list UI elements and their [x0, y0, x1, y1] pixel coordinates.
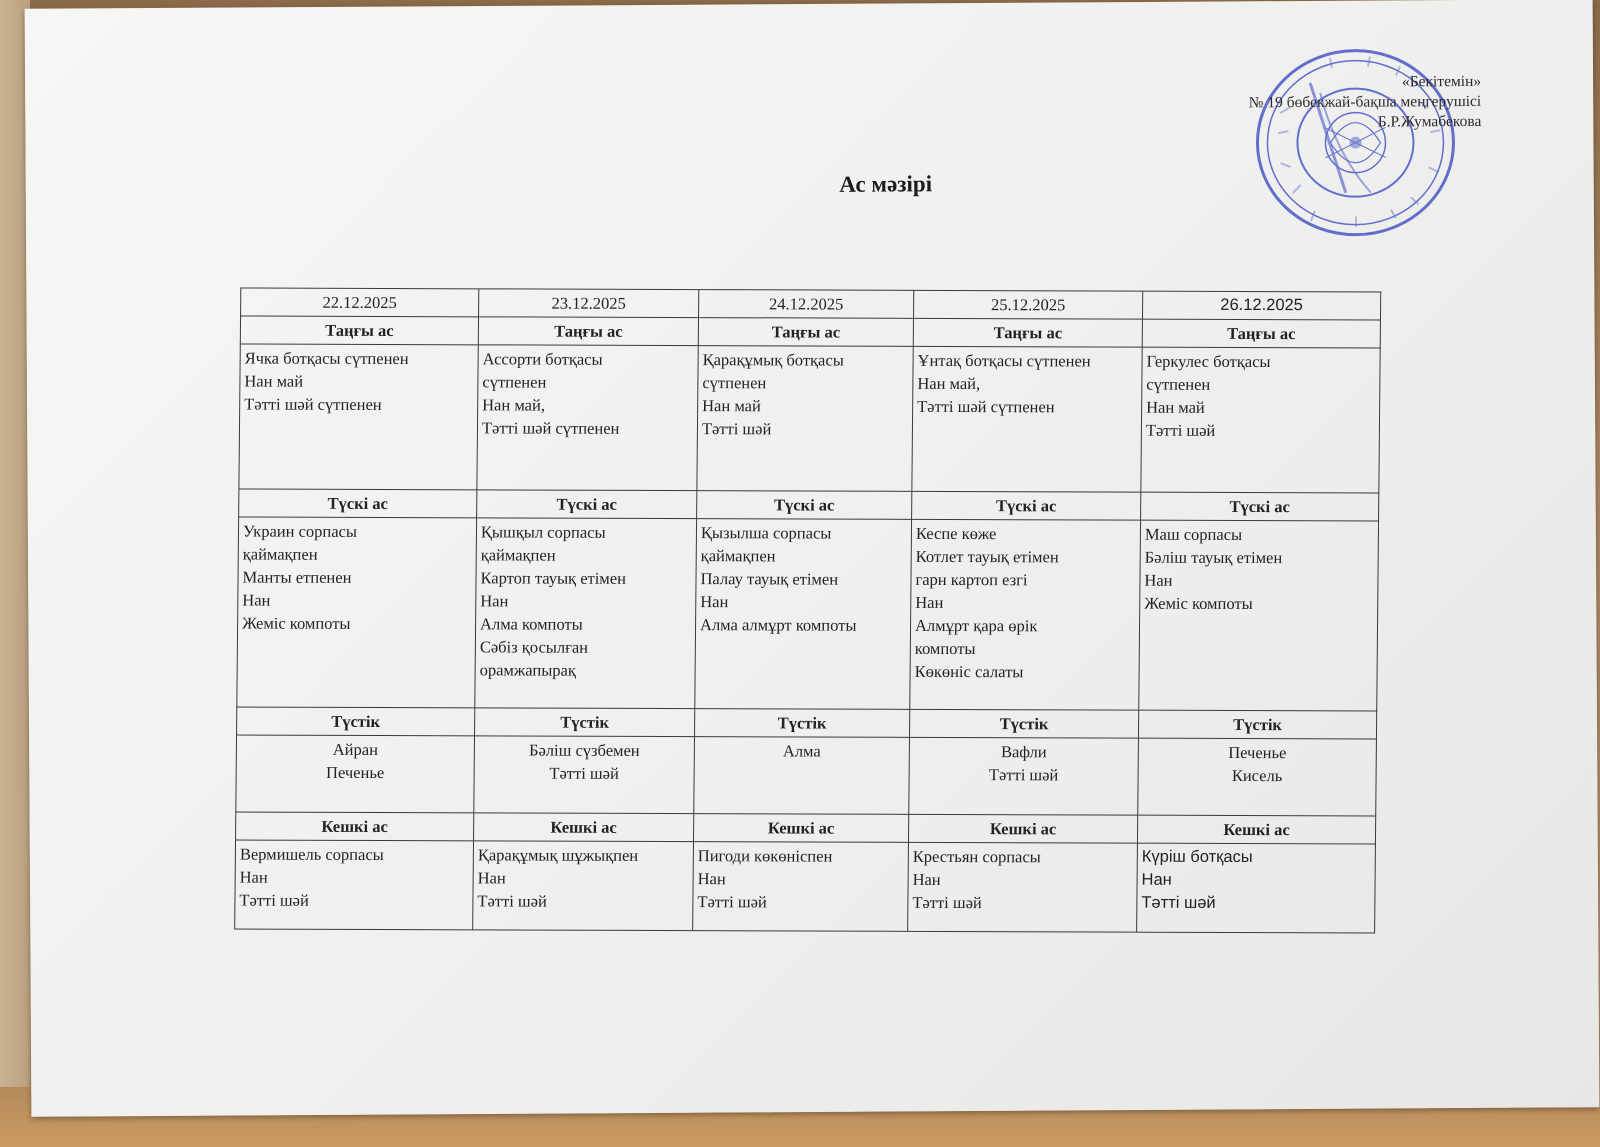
approval-line-position: № 19 бөбекжай-бақша меңгерушісі — [1248, 92, 1482, 112]
breakfast-items-row — [239, 344, 1380, 493]
menu-item: Тәтті шәй — [549, 763, 619, 783]
menu-item: Крестьян сорпасы — [912, 846, 1041, 867]
snack-items-row — [236, 735, 1377, 816]
menu-item: қаймақпен — [480, 545, 556, 565]
menu-item: Айран — [332, 739, 379, 760]
menu-item: Нан май — [1146, 397, 1205, 417]
menu-item: Ұнтақ ботқасы сүтпенен — [917, 350, 1091, 371]
menu-item: Тәтті шәй — [239, 890, 309, 910]
menu-item: Бәліш сүзбемен — [528, 740, 640, 760]
date-cell: 24.12.2025 — [699, 290, 914, 319]
snack-items — [474, 736, 695, 814]
meal-heading-breakfast: Таңғы ас — [240, 316, 478, 345]
dinner-header-row — [236, 812, 1376, 844]
menu-item: Тәтті шәй — [912, 892, 982, 913]
lunch-items-row — [237, 517, 1379, 711]
menu-item: Тәтті шәй сүтпенен — [481, 418, 620, 438]
menu-item: Манты етпенен — [242, 567, 352, 587]
menu-item: Украин сорпасы — [242, 521, 358, 541]
menu-item: Нан — [239, 867, 268, 887]
menu-item: Вафли — [1000, 742, 1047, 762]
menu-item: Ассорти ботқасы — [482, 349, 603, 369]
snack-items — [694, 737, 910, 815]
breakfast-header-row — [240, 316, 1380, 348]
menu-item: Маш сорпасы — [1144, 524, 1243, 545]
menu-item: Қызылша сорпасы — [700, 523, 832, 543]
menu-item: Нан май — [244, 371, 304, 391]
menu-item: Жеміс компоты — [1144, 593, 1253, 614]
menu-item: сүтпенен — [1146, 374, 1211, 394]
dinner-items — [1137, 843, 1376, 933]
meal-heading-snack: Түстік — [909, 709, 1138, 738]
menu-item: Нан май — [702, 396, 761, 416]
menu-item: Нан май, — [917, 373, 981, 394]
breakfast-items — [1141, 347, 1380, 493]
meal-heading-snack: Түстік — [695, 709, 910, 738]
menu-item: Вермишель сорпасы — [239, 844, 384, 865]
menu-item: Қарақұмық ботқасы — [702, 350, 844, 370]
date-cell: 22.12.2025 — [241, 288, 479, 317]
lunch-items — [237, 517, 477, 708]
menu-item: Картоп тауық етімен — [480, 568, 627, 588]
meal-heading-dinner: Кешкі ас — [1137, 815, 1375, 844]
menu-item: Печенье — [1228, 742, 1287, 763]
menu-item: Палау тауық етімен — [700, 569, 839, 589]
lunch-items — [910, 519, 1141, 710]
meal-heading-lunch: Түскі ас — [477, 490, 697, 519]
meal-heading-breakfast: Таңғы ас — [478, 317, 698, 346]
menu-item: қаймақпен — [700, 546, 776, 566]
meal-heading-lunch: Түскі ас — [912, 491, 1141, 520]
menu-table — [234, 287, 1381, 933]
menu-item: Пигоди көкөніспен — [697, 846, 833, 866]
lunch-items — [695, 519, 912, 710]
meal-heading-dinner: Кешкі ас — [693, 814, 908, 843]
page-title: Ас мәзірі — [839, 171, 933, 197]
menu-item: Жеміс компоты — [242, 613, 351, 633]
menu-item: орамжапырақ — [479, 660, 577, 680]
approval-line-name: Б.Р.Жумабекова — [1377, 112, 1482, 131]
menu-item: Нан — [1141, 870, 1172, 889]
menu-item: Алма алмұрт компоты — [699, 615, 857, 635]
meal-heading-lunch: Түскі ас — [1141, 492, 1379, 521]
breakfast-items — [912, 346, 1142, 492]
meal-heading-snack: Түстік — [237, 707, 475, 736]
menu-item: Ячка ботқасы сүтпенен — [244, 348, 409, 369]
dinner-items — [235, 840, 474, 930]
menu-item: Геркулес ботқасы — [1146, 351, 1271, 372]
menu-item: Алмұрт қара өрік — [914, 615, 1038, 636]
meal-heading-lunch: Түскі ас — [239, 489, 477, 518]
menu-item: Нан — [915, 592, 944, 612]
menu-item: Нан — [700, 592, 729, 612]
dinner-items — [908, 842, 1138, 932]
menu-item: қаймақпен — [242, 544, 318, 564]
lunch-items — [1139, 520, 1379, 711]
menu-item: Тәтті шәй — [1141, 893, 1216, 912]
menu-item: Нан — [1144, 570, 1173, 590]
menu-item: Нан — [912, 869, 941, 889]
meal-heading-breakfast: Таңғы ас — [698, 318, 913, 347]
menu-item: Нан — [480, 591, 509, 611]
menu-item: Тәтті шәй — [1145, 420, 1216, 440]
snack-items — [1138, 738, 1377, 816]
lunch-header-row — [239, 489, 1379, 521]
date-cell: 23.12.2025 — [479, 289, 699, 318]
menu-item: гарн картоп езгі — [915, 569, 1028, 590]
menu-item: Қарақұмық шұжықпен — [477, 845, 639, 865]
breakfast-items — [239, 344, 478, 490]
menu-item: Тәтті шәй — [477, 891, 547, 911]
meal-heading-snack: Түстік — [475, 708, 695, 737]
menu-item: Бәліш тауық етімен — [1144, 547, 1283, 568]
menu-item: сүтпенен — [482, 372, 547, 392]
meal-heading-breakfast: Таңғы ас — [913, 318, 1142, 347]
menu-item: Нан — [697, 869, 726, 889]
menu-item: Нан — [477, 868, 506, 888]
approval-block — [1249, 72, 1482, 133]
menu-item: Печенье — [326, 762, 385, 783]
menu-item: Тәтті шәй сүтпенен — [244, 394, 382, 414]
menu-item: сүтпенен — [702, 373, 767, 393]
snack-header-row — [237, 707, 1377, 739]
menu-item: Қышқыл сорпасы — [480, 522, 606, 542]
menu-item: Алма компоты — [480, 614, 583, 634]
dinner-items — [693, 842, 909, 932]
menu-item: Тәтті шәй — [697, 892, 767, 912]
menu-item: Тәтті шәй — [701, 419, 772, 439]
snack-items — [236, 735, 475, 813]
menu-item: Сәбіз қосылған — [479, 637, 589, 657]
date-cell: 26.12.2025 — [1142, 291, 1380, 320]
meal-heading-breakfast: Таңғы ас — [1142, 319, 1380, 348]
menu-item: Алма — [782, 741, 821, 761]
meal-heading-snack: Түстік — [1138, 710, 1376, 739]
menu-item: Кеспе көже — [915, 523, 997, 544]
menu-item: Кисель — [1231, 765, 1283, 786]
menu-item: Тәтті шәй — [988, 765, 1059, 785]
menu-item: Күріш ботқасы — [1141, 847, 1253, 867]
breakfast-items — [477, 345, 698, 491]
menu-document — [25, 0, 1600, 1117]
snack-items — [909, 737, 1139, 815]
date-cell: 25.12.2025 — [914, 290, 1143, 319]
meal-heading-dinner: Кешкі ас — [474, 813, 694, 842]
menu-item: Көкөніс салаты — [914, 661, 1024, 682]
dates-row — [241, 288, 1381, 320]
breakfast-items — [697, 346, 913, 492]
dinner-items — [473, 841, 694, 931]
lunch-items — [475, 518, 697, 709]
approval-line-approved: «Бекітемін» — [1401, 72, 1482, 91]
meal-heading-dinner: Кешкі ас — [908, 814, 1137, 843]
meal-heading-dinner: Кешкі ас — [236, 812, 474, 841]
meal-heading-lunch: Түскі ас — [697, 491, 912, 520]
menu-item: Нан — [242, 590, 271, 610]
menu-item: Тәтті шәй сүтпенен — [917, 396, 1055, 417]
dinner-items-row — [235, 840, 1376, 933]
menu-item: Котлет тауық етімен — [915, 546, 1059, 567]
menu-item: Нан май, — [482, 395, 546, 415]
menu-item: компоты — [914, 638, 976, 659]
